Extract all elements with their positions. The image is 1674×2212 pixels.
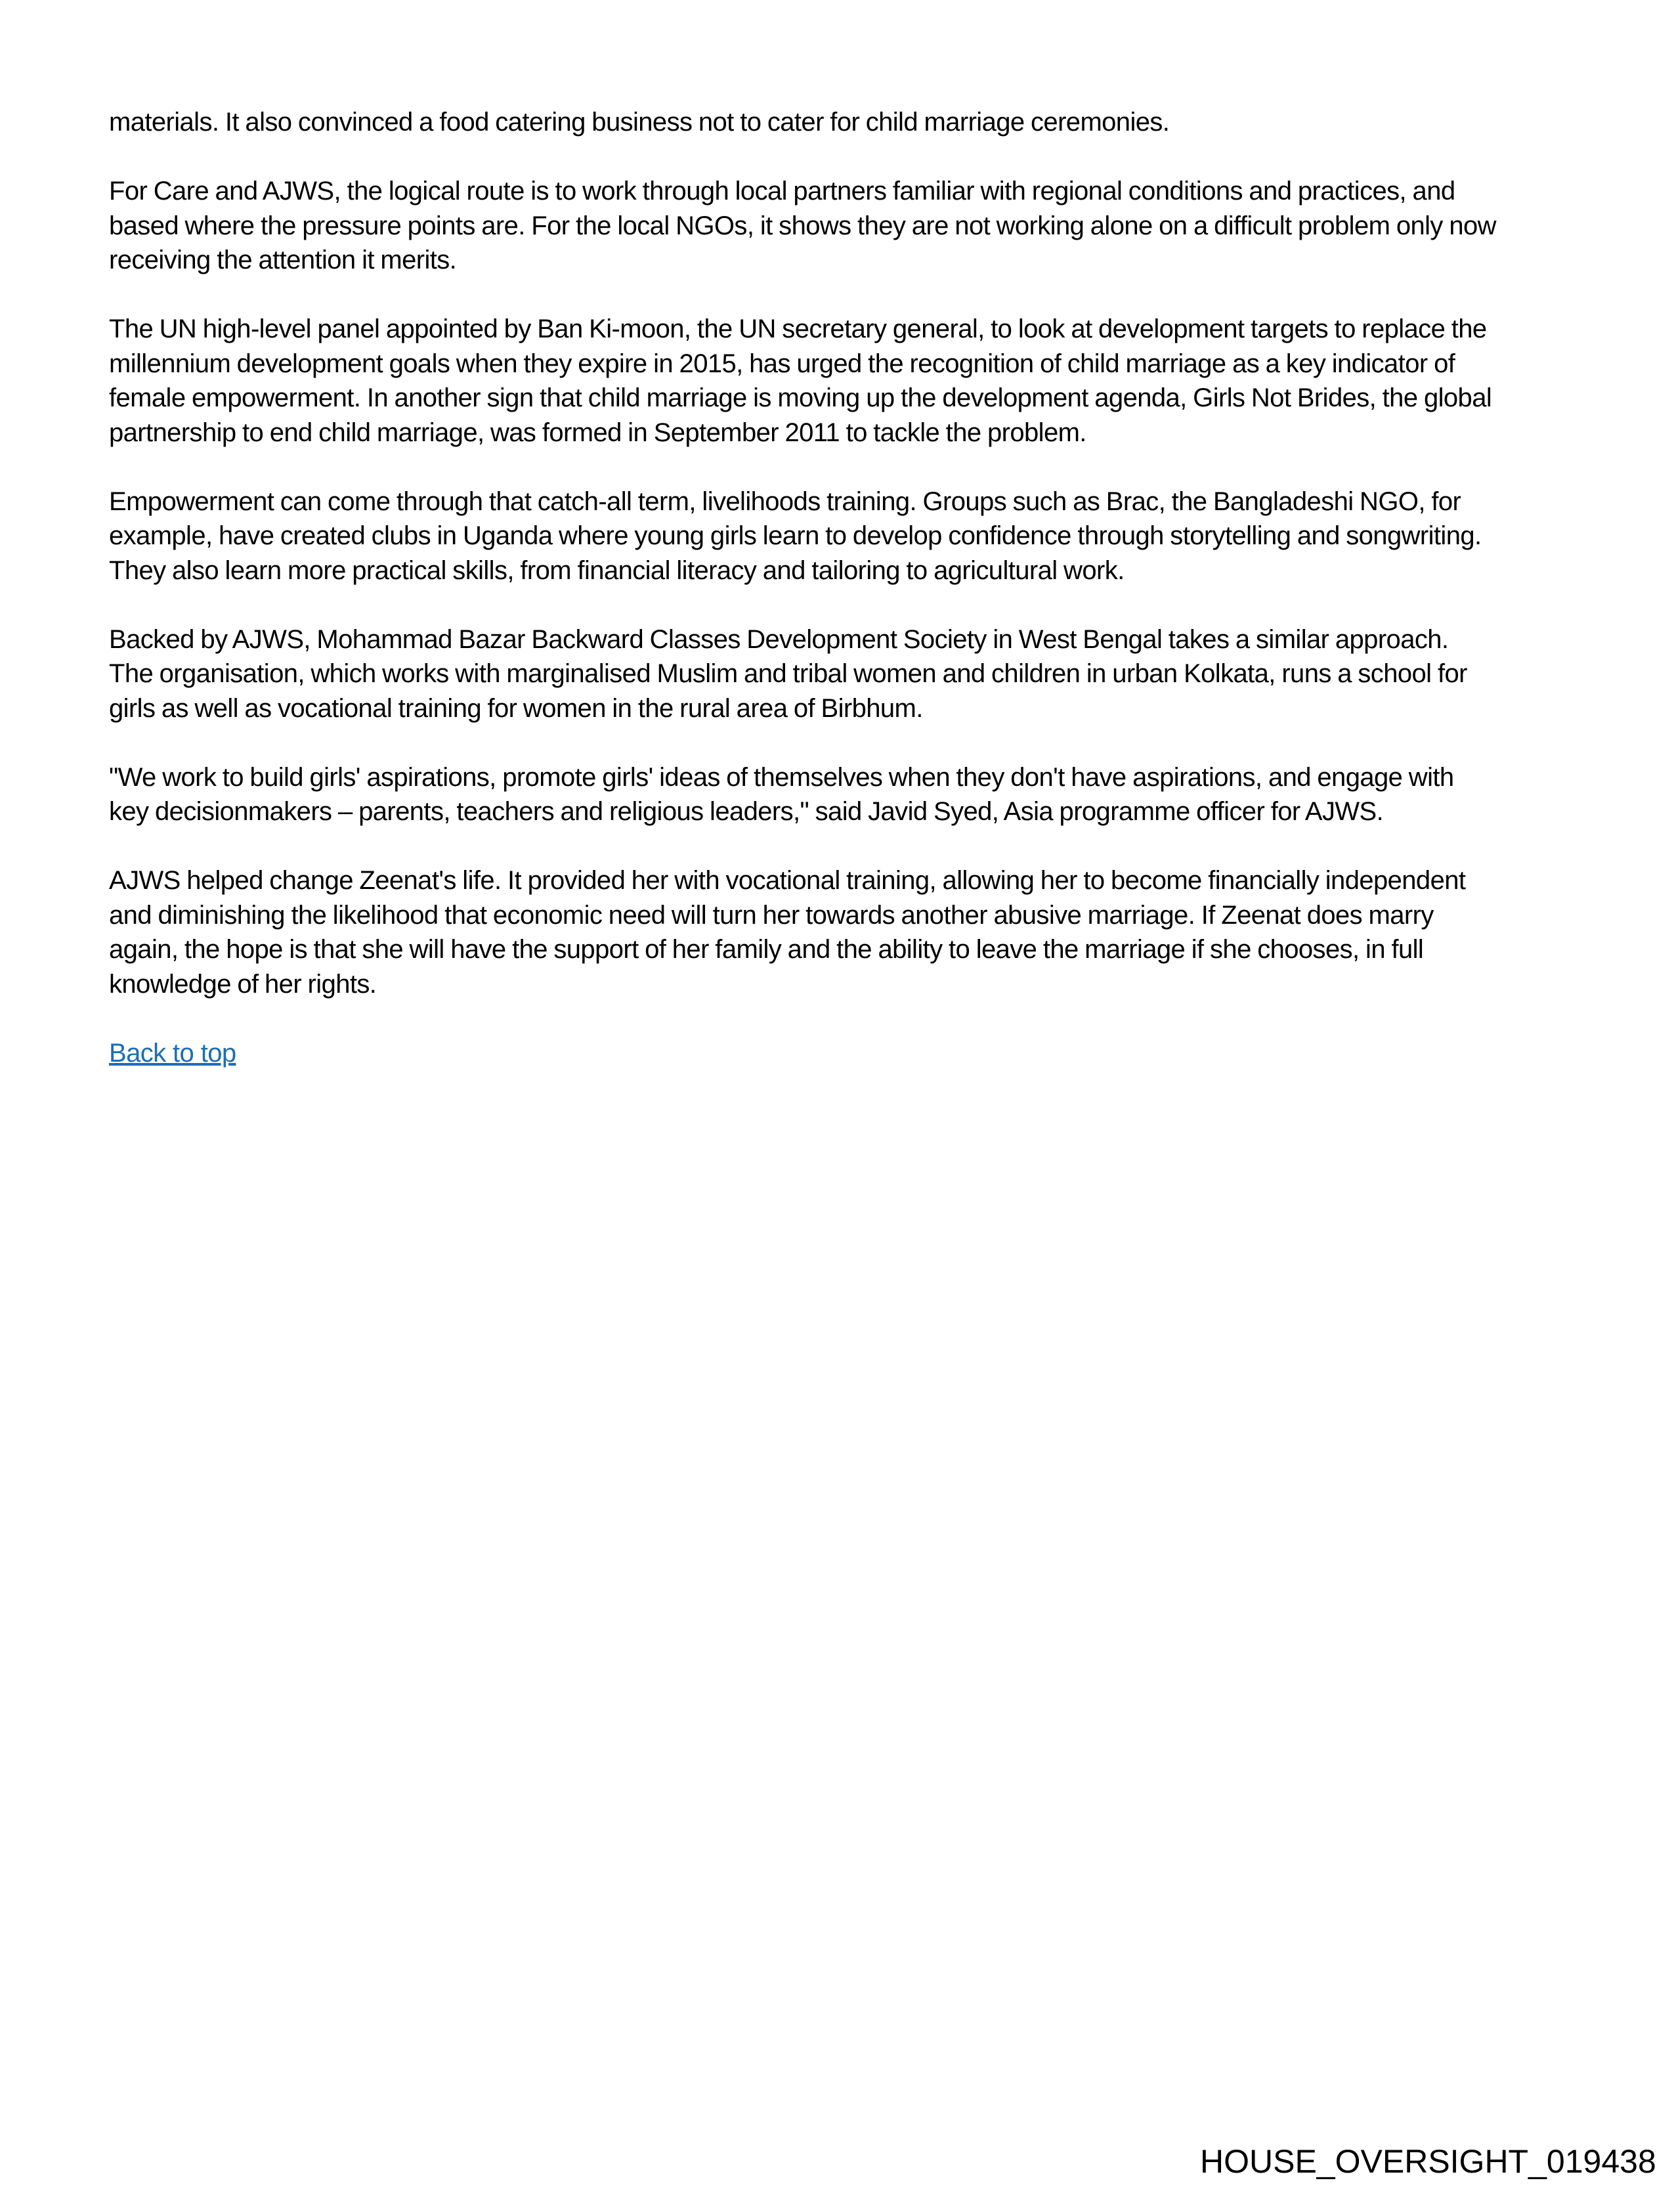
text-line: again, the hope is that she will have the support of her family and the ability to leave the marriage if she chooses, in full bbox=[109, 935, 1424, 964]
paragraph bbox=[109, 863, 1586, 1001]
paragraph bbox=[109, 622, 1586, 726]
text-line: and diminishing the likelihood that economic need will turn her towards another abusive marriage. If Zeenat does marry bbox=[109, 900, 1434, 930]
text-line: Backed by AJWS, Mohammad Bazar Backward Classes Development Society in West Bengal takes a similar approach. bbox=[109, 624, 1449, 654]
text-line: The organisation, which works with marginalised Muslim and tribal women and children in urban Kolkata, runs a school for bbox=[109, 659, 1467, 688]
text-line: knowledge of her rights. bbox=[109, 969, 377, 999]
article-body bbox=[109, 105, 1586, 1070]
paragraph bbox=[109, 105, 1586, 140]
text-line: partnership to end child marriage, was formed in September 2011 to tackle the problem. bbox=[109, 418, 1086, 447]
quote-paragraph bbox=[109, 760, 1586, 829]
text-line: materials. It also convinced a food catering business not to cater for child marriage ceremonies. bbox=[109, 108, 1170, 137]
text-line: receiving the attention it merits. bbox=[109, 246, 457, 274]
text-line: girls as well as vocational training for women in the rural area of Birbhum. bbox=[109, 693, 923, 723]
paragraph bbox=[109, 485, 1586, 588]
text-line: female empowerment. In another sign that child marriage is moving up the development agenda, Girls Not Brides, the global bbox=[109, 383, 1492, 412]
text-line: Empowerment can come through that catch-all term, livelihoods training. Groups such as Brac, the Bangladeshi NGO, for bbox=[109, 487, 1461, 516]
text-line: millennium development goals when they expire in 2015, has urged the recognition of child marriage as a key indicator of bbox=[109, 349, 1455, 378]
bates-number: HOUSE_OVERSIGHT_019438 bbox=[1200, 2143, 1656, 2180]
paragraph bbox=[109, 174, 1586, 278]
text-line: key decisionmakers – parents, teachers and religious leaders," said Javid Syed, Asia programme officer for AJWS. bbox=[109, 797, 1384, 826]
text-line: For Care and AJWS, the logical route is to work through local partners familiar with regional conditions and practices, and bbox=[109, 177, 1455, 206]
text-line: AJWS helped change Zeenat's life. It provided her with vocational training, allowing her to become financially independent bbox=[109, 866, 1466, 895]
text-line: example, have created clubs in Uganda where young girls learn to develop confidence through storytelling and songwriting. bbox=[109, 521, 1482, 550]
text-line: "We work to build girls' aspirations, promote girls' ideas of themselves when they don't have aspirations, and engage with bbox=[109, 762, 1454, 792]
paragraph bbox=[109, 312, 1586, 450]
text-line: They also learn more practical skills, from financial literacy and tailoring to agricultural work. bbox=[109, 555, 1125, 585]
text-line: The UN high-level panel appointed by Ban Ki-moon, the UN secretary general, to look at development targets to replace the bbox=[109, 314, 1487, 343]
back-to-top-link[interactable]: Back to top bbox=[109, 1038, 236, 1068]
text-line: based where the pressure points are. For the local NGOs, it shows they are not working alone on a difficult problem only now bbox=[109, 211, 1496, 240]
